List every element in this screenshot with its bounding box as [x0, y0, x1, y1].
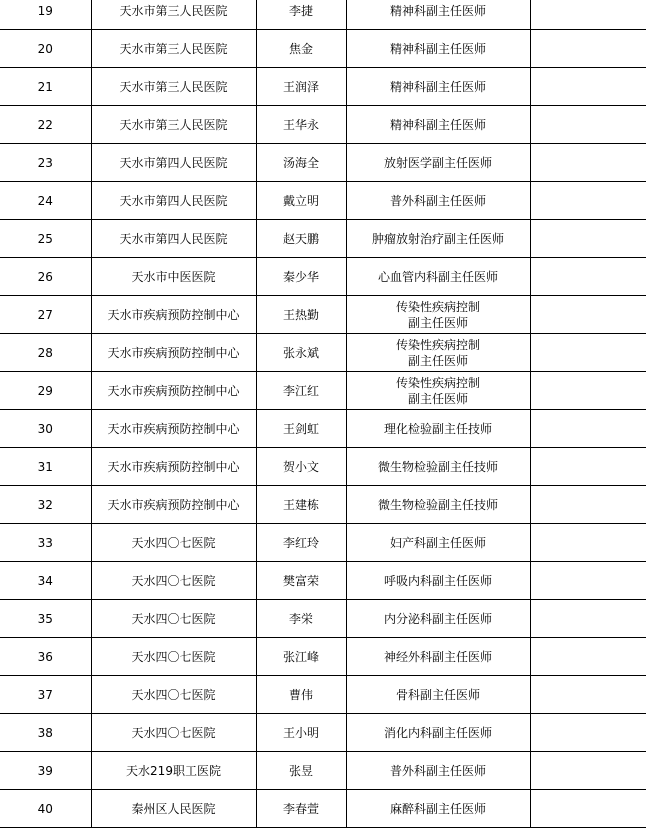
- unit-cell: 天水市疾病预防控制中心: [91, 448, 256, 486]
- row-number-cell: 24: [0, 182, 91, 220]
- table-row: [0, 410, 646, 448]
- unit-cell: 天水市疾病预防控制中心: [91, 334, 256, 372]
- table-row: [0, 258, 646, 296]
- row-number-cell: 22: [0, 106, 91, 144]
- row-number-cell: 28: [0, 334, 91, 372]
- table-row: [0, 144, 646, 182]
- unit-cell: 天水市疾病预防控制中心: [91, 296, 256, 334]
- professional-title-cell: 精神科副主任医师: [346, 106, 530, 144]
- unit-cell: 天水市第四人民医院: [91, 182, 256, 220]
- person-name-cell: 王建栋: [256, 486, 346, 524]
- unit-cell: 天水市第三人民医院: [91, 68, 256, 106]
- table-row: [0, 638, 646, 676]
- person-name-cell: 赵天鹏: [256, 220, 346, 258]
- table-row: [0, 182, 646, 220]
- row-number-cell: 19: [0, 0, 91, 30]
- professional-title-cell: 精神科副主任医师: [346, 30, 530, 68]
- person-name-cell: 王华永: [256, 106, 346, 144]
- remarks-cell: [530, 600, 646, 638]
- unit-cell: 天水219职工医院: [91, 752, 256, 790]
- unit-cell: 天水市中医医院: [91, 258, 256, 296]
- table-row: [0, 106, 646, 144]
- unit-cell: 天水市第三人民医院: [91, 0, 256, 30]
- remarks-cell: [530, 752, 646, 790]
- remarks-cell: [530, 410, 646, 448]
- person-name-cell: 曹伟: [256, 676, 346, 714]
- row-number-cell: 20: [0, 30, 91, 68]
- table-row: [0, 790, 646, 828]
- unit-cell: 天水四〇七医院: [91, 600, 256, 638]
- person-name-cell: 李春萱: [256, 790, 346, 828]
- professional-title-cell: 普外科副主任医师: [346, 752, 530, 790]
- professional-title-cell: 传染性疾病控制 副主任医师: [346, 334, 530, 372]
- remarks-cell: [530, 714, 646, 752]
- remarks-cell: [530, 638, 646, 676]
- remarks-cell: [530, 448, 646, 486]
- row-number-cell: 40: [0, 790, 91, 828]
- unit-cell: 天水市第四人民医院: [91, 144, 256, 182]
- table-row: [0, 486, 646, 524]
- person-name-cell: 张江峰: [256, 638, 346, 676]
- professional-title-cell: 放射医学副主任医师: [346, 144, 530, 182]
- table-row: [0, 220, 646, 258]
- table-row: [0, 524, 646, 562]
- row-number-cell: 27: [0, 296, 91, 334]
- person-name-cell: 戴立明: [256, 182, 346, 220]
- row-number-cell: 21: [0, 68, 91, 106]
- remarks-cell: [530, 30, 646, 68]
- table-row: [0, 68, 646, 106]
- table-row: [0, 372, 646, 410]
- unit-cell: 天水市第三人民医院: [91, 106, 256, 144]
- person-name-cell: 王润泽: [256, 68, 346, 106]
- person-name-cell: 李红玲: [256, 524, 346, 562]
- remarks-cell: [530, 486, 646, 524]
- table-row: [0, 334, 646, 372]
- person-name-cell: 王热勤: [256, 296, 346, 334]
- row-number-cell: 32: [0, 486, 91, 524]
- person-name-cell: 汤海全: [256, 144, 346, 182]
- row-number-cell: 25: [0, 220, 91, 258]
- unit-cell: 天水四〇七医院: [91, 714, 256, 752]
- remarks-cell: [530, 182, 646, 220]
- professional-title-cell: 精神科副主任医师: [346, 68, 530, 106]
- person-name-cell: 张永斌: [256, 334, 346, 372]
- person-name-cell: 李栄: [256, 600, 346, 638]
- remarks-cell: [530, 790, 646, 828]
- row-number-cell: 30: [0, 410, 91, 448]
- table-row: [0, 30, 646, 68]
- professional-title-cell: 麻醉科副主任医师: [346, 790, 530, 828]
- remarks-cell: [530, 296, 646, 334]
- remarks-cell: [530, 106, 646, 144]
- person-name-cell: 王小明: [256, 714, 346, 752]
- professional-title-cell: 微生物检验副主任技师: [346, 486, 530, 524]
- person-name-cell: 李捷: [256, 0, 346, 30]
- unit-cell: 天水市疾病预防控制中心: [91, 372, 256, 410]
- row-number-cell: 37: [0, 676, 91, 714]
- row-number-cell: 26: [0, 258, 91, 296]
- remarks-cell: [530, 676, 646, 714]
- table-row: [0, 714, 646, 752]
- row-number-cell: 39: [0, 752, 91, 790]
- unit-cell: 天水四〇七医院: [91, 676, 256, 714]
- professional-title-cell: 理化检验副主任技师: [346, 410, 530, 448]
- remarks-cell: [530, 220, 646, 258]
- remarks-cell: [530, 334, 646, 372]
- person-name-cell: 樊富荣: [256, 562, 346, 600]
- unit-cell: 天水市第三人民医院: [91, 30, 256, 68]
- person-name-cell: 张昱: [256, 752, 346, 790]
- table-row: [0, 0, 646, 30]
- table-row: [0, 600, 646, 638]
- professional-title-cell: 呼吸内科副主任医师: [346, 562, 530, 600]
- person-name-cell: 李江红: [256, 372, 346, 410]
- professional-title-cell: 肿瘤放射治疗副主任医师: [346, 220, 530, 258]
- remarks-cell: [530, 524, 646, 562]
- row-number-cell: 23: [0, 144, 91, 182]
- unit-cell: 天水四〇七医院: [91, 562, 256, 600]
- person-name-cell: 焦金: [256, 30, 346, 68]
- professional-title-cell: 骨科副主任医师: [346, 676, 530, 714]
- row-number-cell: 35: [0, 600, 91, 638]
- row-number-cell: 36: [0, 638, 91, 676]
- unit-cell: 天水市疾病预防控制中心: [91, 410, 256, 448]
- unit-cell: 天水市疾病预防控制中心: [91, 486, 256, 524]
- table-row: [0, 676, 646, 714]
- table-row: [0, 448, 646, 486]
- row-number-cell: 29: [0, 372, 91, 410]
- person-name-cell: 秦少华: [256, 258, 346, 296]
- unit-cell: 天水四〇七医院: [91, 638, 256, 676]
- professional-title-cell: 神经外科副主任医师: [346, 638, 530, 676]
- professional-title-cell: 传染性疾病控制 副主任医师: [346, 296, 530, 334]
- row-number-cell: 34: [0, 562, 91, 600]
- table-row: [0, 752, 646, 790]
- row-number-cell: 31: [0, 448, 91, 486]
- person-name-cell: 王剑虹: [256, 410, 346, 448]
- remarks-cell: [530, 562, 646, 600]
- professional-title-cell: 普外科副主任医师: [346, 182, 530, 220]
- row-number-cell: 38: [0, 714, 91, 752]
- unit-cell: 秦州区人民医院: [91, 790, 256, 828]
- table-row: [0, 562, 646, 600]
- professional-title-cell: 传染性疾病控制 副主任医师: [346, 372, 530, 410]
- person-name-cell: 贺小文: [256, 448, 346, 486]
- professional-title-cell: 消化内科副主任医师: [346, 714, 530, 752]
- remarks-cell: [530, 68, 646, 106]
- remarks-cell: [530, 144, 646, 182]
- professional-title-cell: 妇产科副主任医师: [346, 524, 530, 562]
- professional-title-cell: 精神科副主任医师: [346, 0, 530, 30]
- professional-title-cell: 内分泌科副主任医师: [346, 600, 530, 638]
- professional-title-cell: 微生物检验副主任技师: [346, 448, 530, 486]
- unit-cell: 天水市第四人民医院: [91, 220, 256, 258]
- table-row: [0, 296, 646, 334]
- professional-title-cell: 心血管内科副主任医师: [346, 258, 530, 296]
- row-number-cell: 33: [0, 524, 91, 562]
- remarks-cell: [530, 372, 646, 410]
- unit-cell: 天水四〇七医院: [91, 524, 256, 562]
- remarks-cell: [530, 0, 646, 30]
- remarks-cell: [530, 258, 646, 296]
